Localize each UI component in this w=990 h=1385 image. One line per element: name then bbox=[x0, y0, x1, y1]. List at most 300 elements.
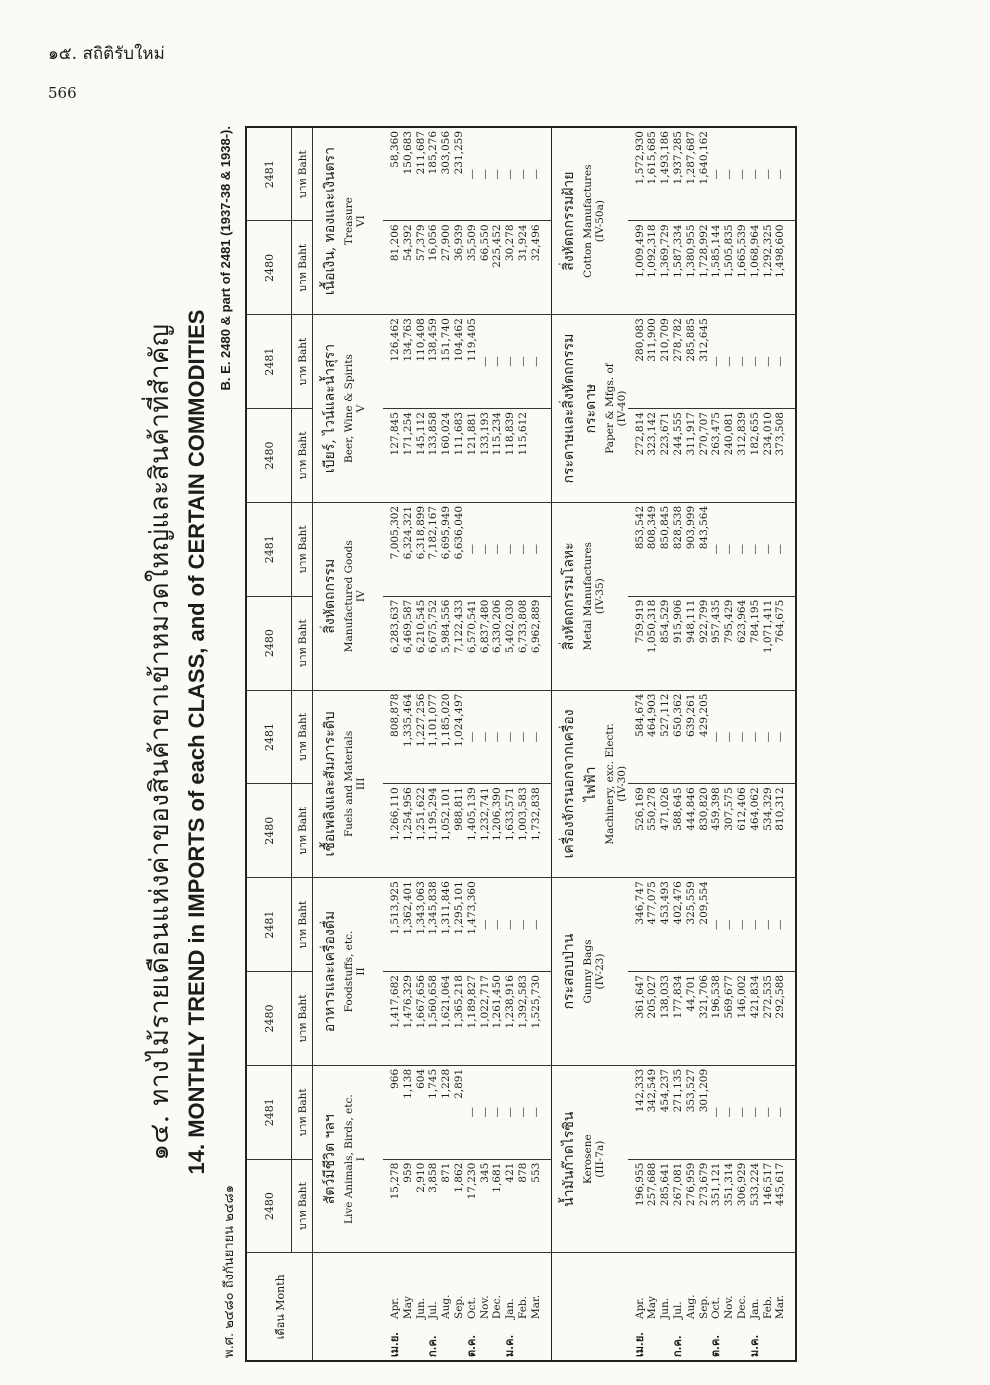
value-cell: — bbox=[478, 168, 491, 180]
value-cell: 1,621,064 bbox=[440, 975, 453, 1029]
month-name: Mar. bbox=[774, 1294, 787, 1319]
unit-label: บาท Baht bbox=[296, 1182, 309, 1230]
month-row-label bbox=[723, 1257, 736, 1358]
value-cell: 150,683 bbox=[401, 131, 414, 175]
value-cell: — bbox=[761, 168, 774, 180]
value-cell: 6,962,889 bbox=[529, 599, 542, 654]
class-name-thai: กระดาษและสิ่งหัตถกรรมกระดาษ bbox=[560, 333, 599, 484]
value-cell: 966 bbox=[389, 1068, 401, 1089]
class-code: (III-7a) bbox=[593, 1140, 606, 1178]
value-cell: 6,570,541 bbox=[465, 599, 478, 654]
year-2480-header bbox=[246, 972, 292, 1066]
value-cell: 534,329 bbox=[761, 787, 774, 831]
value-cell: 35,509 bbox=[465, 224, 478, 262]
class-header-cell bbox=[551, 878, 628, 1066]
value-cell: — bbox=[478, 1107, 491, 1118]
value-cell: 223,671 bbox=[659, 412, 672, 456]
value-cell: 6,210,545 bbox=[414, 599, 427, 654]
value-cell: 1,195,294 bbox=[427, 787, 440, 841]
value-cell: 303,056 bbox=[440, 131, 453, 175]
class-name-english: Beer, Wine & Spirits bbox=[343, 354, 355, 464]
value-cell: 1,732,838 bbox=[529, 787, 542, 841]
value-cell: 588,645 bbox=[671, 787, 684, 831]
value-cell: — bbox=[735, 919, 748, 930]
value-cell: 3,858 bbox=[427, 1162, 440, 1193]
class-name-english: Manufactured Goods bbox=[343, 540, 355, 653]
year-2481-header bbox=[246, 1065, 292, 1159]
value-cell: 1,266,110 bbox=[389, 787, 401, 841]
value-column-y2480 bbox=[383, 784, 551, 878]
value-cell: — bbox=[761, 544, 774, 555]
value-cell: 7,005,302 bbox=[389, 505, 401, 560]
class-name-thai: น้ำมันก๊าดไรซิน bbox=[560, 1111, 577, 1207]
value-cell: 151,740 bbox=[440, 318, 453, 362]
value-cell: 1,369,729 bbox=[659, 224, 672, 278]
value-cell: 828,538 bbox=[671, 505, 684, 550]
value-cell: — bbox=[478, 731, 491, 743]
value-cell: 285,885 bbox=[684, 318, 697, 362]
value-cell: 1,050,318 bbox=[646, 599, 659, 654]
value-cell: 1,238,916 bbox=[504, 975, 517, 1029]
value-cell: 111,683 bbox=[452, 412, 465, 456]
value-column-y2480 bbox=[628, 1159, 797, 1253]
value-cell: — bbox=[529, 919, 542, 930]
value-cell: 1,092,318 bbox=[646, 224, 659, 278]
year-label: 2481 bbox=[262, 722, 276, 751]
value-cell: 1,345,838 bbox=[427, 881, 440, 935]
value-cell: 1,862 bbox=[452, 1162, 465, 1193]
value-cell: 346,747 bbox=[633, 881, 646, 925]
class-name-thai: เครื่องจักรนอกจากเครื่องไฟฟ้า bbox=[560, 709, 599, 859]
year-label: 2481 bbox=[262, 347, 276, 376]
month-name: Jul. bbox=[427, 1301, 440, 1319]
class-code: (IV-50a) bbox=[593, 200, 606, 243]
value-cell: 759,919 bbox=[633, 599, 646, 644]
value-cell: — bbox=[491, 168, 504, 180]
value-cell: — bbox=[774, 356, 787, 367]
value-cell: — bbox=[516, 731, 529, 743]
value-cell: — bbox=[529, 1107, 542, 1118]
class-code: I bbox=[355, 1157, 367, 1162]
value-cell: 1,343,063 bbox=[414, 881, 427, 935]
value-cell: 1,206,390 bbox=[491, 787, 504, 841]
title-english: 14. MONTHLY TREND in IMPORTS of each CLASS, and of CERTAIN COMMODITIES bbox=[184, 309, 209, 1175]
unit-header-cell bbox=[292, 972, 313, 1066]
value-cell: — bbox=[723, 1107, 736, 1118]
class-name-thai: สิ่งหัตถกรรมฝ้าย bbox=[560, 171, 577, 271]
page-number: 566 bbox=[48, 84, 77, 102]
month-row-label bbox=[672, 1257, 685, 1358]
unit-header-cell bbox=[292, 502, 313, 596]
value-cell: 145,112 bbox=[414, 412, 427, 456]
value-cell: 1,185,020 bbox=[440, 693, 453, 747]
unit-label: บาท Baht bbox=[296, 994, 309, 1043]
class-name-thai: กระสอบป่าน bbox=[560, 933, 577, 1010]
value-cell: 6,636,040 bbox=[452, 505, 465, 560]
value-cell: 1,665,539 bbox=[735, 224, 748, 278]
month-row-label bbox=[517, 1257, 530, 1358]
value-cell: 110,408 bbox=[414, 318, 427, 362]
value-cell: 142,333 bbox=[633, 1068, 646, 1113]
class-name-english: Machinery, exc. Electr. bbox=[603, 723, 616, 845]
month-name: Oct. bbox=[465, 1296, 478, 1319]
year-2481-header bbox=[246, 315, 292, 409]
class-header-cell bbox=[551, 502, 628, 690]
unit-label: บาท Baht bbox=[296, 431, 309, 480]
class-name-english: Paper & Mfgs. of bbox=[603, 363, 616, 454]
value-cell: 464,903 bbox=[646, 693, 659, 737]
value-cell: 351,314 bbox=[723, 1162, 736, 1207]
month-row-label bbox=[736, 1257, 749, 1358]
month-name: May bbox=[646, 1296, 659, 1319]
year-2480-header bbox=[246, 596, 292, 690]
class-name-thai: สิ่งหัตถกรรม bbox=[322, 558, 338, 634]
value-cell: — bbox=[735, 731, 748, 743]
value-cell: 311,900 bbox=[646, 318, 659, 362]
value-cell: — bbox=[504, 544, 517, 555]
value-cell: 121,881 bbox=[465, 412, 478, 456]
year-label: 2480 bbox=[262, 629, 276, 658]
value-cell: — bbox=[516, 544, 529, 555]
month-row-label bbox=[646, 1257, 659, 1358]
value-cell: 1,024,497 bbox=[452, 693, 465, 747]
class-header-cell bbox=[551, 1065, 628, 1253]
value-cell: 134,763 bbox=[401, 318, 414, 362]
title-thai: ๑๔. ทางไม้รายเดือนแห่งค่าของสินค้าขาเข้าหมวดใหญ่และสินค้าที่สำคัญ bbox=[145, 323, 175, 1161]
value-cell: 853,542 bbox=[633, 505, 646, 550]
value-cell: 119,405 bbox=[465, 318, 478, 362]
unit-label: บาท Baht bbox=[296, 337, 309, 386]
month-list-cell bbox=[628, 1253, 797, 1361]
value-cell: — bbox=[748, 919, 761, 930]
value-cell: — bbox=[491, 356, 504, 367]
value-cell: — bbox=[748, 544, 761, 555]
value-cell: 612,406 bbox=[735, 787, 748, 831]
value-cell: — bbox=[710, 919, 723, 930]
value-cell: 948,111 bbox=[684, 599, 697, 644]
value-cell: 1,417,682 bbox=[389, 975, 401, 1029]
year-2481-header bbox=[246, 690, 292, 784]
value-cell: — bbox=[710, 356, 723, 367]
value-cell: 550,278 bbox=[646, 787, 659, 831]
class-header-cell bbox=[551, 127, 628, 315]
value-cell: 1,228 bbox=[440, 1068, 453, 1099]
class-code: V bbox=[355, 404, 367, 413]
value-cell: 810,312 bbox=[774, 787, 787, 831]
value-cell: 138,033 bbox=[659, 975, 672, 1019]
value-cell: 81,206 bbox=[389, 224, 401, 262]
value-cell: 345 bbox=[478, 1162, 491, 1183]
year-2480-header bbox=[246, 221, 292, 315]
value-cell: — bbox=[748, 168, 761, 180]
value-cell: 196,538 bbox=[710, 975, 723, 1019]
value-cell: 6,837,480 bbox=[478, 599, 491, 654]
month-name: Dec. bbox=[735, 1295, 748, 1319]
class-name-english: Fuels and Materials bbox=[343, 730, 355, 837]
month-row-label bbox=[685, 1257, 698, 1358]
value-cell: 6,318,899 bbox=[414, 505, 427, 560]
month-header-english: Month bbox=[273, 1274, 287, 1311]
value-cell: 171,254 bbox=[401, 412, 414, 456]
value-cell: 1,261,450 bbox=[491, 975, 504, 1029]
value-column-y2480 bbox=[383, 409, 551, 503]
value-cell: 325,559 bbox=[684, 881, 697, 925]
value-cell: 795,429 bbox=[723, 599, 736, 644]
value-cell: 160,024 bbox=[440, 412, 453, 456]
bottom_items-class-row bbox=[551, 127, 628, 1361]
value-column-y2480 bbox=[383, 221, 551, 315]
value-cell: 533,224 bbox=[748, 1162, 761, 1207]
month-name: Feb. bbox=[761, 1296, 774, 1319]
value-cell: 959 bbox=[401, 1162, 414, 1183]
value-cell: — bbox=[774, 544, 787, 555]
year-label: 2480 bbox=[262, 1004, 276, 1033]
value-cell: 32,496 bbox=[529, 224, 542, 262]
unit-label: บาท Baht bbox=[296, 713, 309, 761]
value-cell: 1,138 bbox=[401, 1068, 414, 1099]
subtitle-be-period: B. E. 2480 & part of 2481 (1937-38 & 1938-). bbox=[218, 126, 233, 391]
value-cell: 808,878 bbox=[389, 693, 401, 737]
value-cell: 267,081 bbox=[671, 1162, 684, 1207]
value-cell: 373,508 bbox=[774, 412, 787, 456]
month-name: Mar. bbox=[529, 1294, 542, 1319]
value-cell: 177,834 bbox=[671, 975, 684, 1019]
value-cell: — bbox=[516, 919, 529, 930]
value-cell: 584,674 bbox=[633, 693, 646, 737]
month-row-label bbox=[710, 1257, 723, 1358]
blank-cell bbox=[313, 1253, 384, 1361]
value-cell: — bbox=[774, 1107, 787, 1118]
value-cell: 1,071,411 bbox=[761, 599, 774, 654]
value-cell: 1,022,717 bbox=[478, 975, 491, 1029]
class-name-english: Live Animals, Birds, etc. bbox=[343, 1094, 355, 1225]
value-cell: 263,475 bbox=[710, 412, 723, 456]
month-header-thai: เดือน bbox=[273, 1314, 287, 1340]
value-cell: — bbox=[723, 731, 736, 743]
month-name: Jan. bbox=[504, 1298, 517, 1319]
value-cell: 244,555 bbox=[671, 412, 684, 456]
value-cell: — bbox=[710, 168, 723, 180]
value-cell: 1,365,218 bbox=[452, 975, 465, 1029]
value-cell: 6,324,321 bbox=[401, 505, 414, 560]
value-cell: 402,476 bbox=[671, 881, 684, 925]
value-cell: 323,142 bbox=[646, 412, 659, 456]
class-name-thai: อาหารและเครื่องดื่ม bbox=[322, 910, 338, 1033]
month-row-label bbox=[530, 1257, 543, 1358]
value-cell: 321,706 bbox=[697, 975, 710, 1019]
value-cell: — bbox=[761, 356, 774, 367]
month-row-label bbox=[402, 1257, 415, 1358]
value-cell: — bbox=[774, 168, 787, 180]
class-header-cell bbox=[313, 502, 384, 690]
rotated-table-frame bbox=[135, 122, 855, 1362]
value-cell: 7,182,167 bbox=[427, 505, 440, 560]
value-cell: — bbox=[710, 544, 723, 555]
bottom_items-values-row bbox=[628, 127, 797, 1361]
class-name-thai: สัตว์มีชีวิต ฯลฯ bbox=[322, 1114, 338, 1205]
month-name: Feb. bbox=[516, 1296, 529, 1319]
month-name: Jun. bbox=[659, 1297, 672, 1319]
class-header-cell bbox=[313, 127, 384, 315]
value-cell: 464,062 bbox=[748, 787, 761, 831]
month-name: Nov. bbox=[478, 1295, 491, 1319]
year-label: 2480 bbox=[262, 816, 276, 845]
value-cell: 471,026 bbox=[659, 787, 672, 831]
class-header-cell bbox=[313, 1065, 384, 1253]
value-cell: 292,588 bbox=[774, 975, 787, 1019]
value-cell: 1,392,583 bbox=[516, 975, 529, 1029]
value-cell: 808,349 bbox=[646, 505, 659, 550]
header-years-row bbox=[246, 127, 292, 1361]
value-cell: 30,278 bbox=[504, 224, 517, 262]
unit-header-cell bbox=[292, 784, 313, 878]
value-cell: — bbox=[504, 731, 517, 743]
unit-label: บาท Baht bbox=[296, 1088, 309, 1137]
class-code: II bbox=[355, 967, 367, 976]
value-cell: — bbox=[491, 731, 504, 743]
value-cell: 280,083 bbox=[633, 318, 646, 362]
value-cell: — bbox=[529, 168, 542, 180]
era-mark: ต.ค. bbox=[464, 1334, 478, 1357]
value-cell: 301,209 bbox=[697, 1068, 710, 1113]
class-code: IV bbox=[355, 590, 367, 603]
class-name-thai: เชื้อเพลิงและสัมภาระดิบ bbox=[322, 711, 338, 857]
value-cell: 1,476,329 bbox=[401, 975, 414, 1029]
value-cell: — bbox=[465, 168, 478, 180]
value-cell: 276,959 bbox=[684, 1162, 697, 1207]
value-cell: — bbox=[529, 544, 542, 555]
value-cell: 1,009,499 bbox=[633, 224, 646, 278]
year-label: 2481 bbox=[262, 1098, 276, 1127]
era-mark: ก.ค. bbox=[426, 1335, 440, 1357]
value-column-y2480 bbox=[383, 596, 551, 690]
value-cell: 830,820 bbox=[697, 787, 710, 831]
month-row-label bbox=[466, 1257, 479, 1358]
month-row-label bbox=[479, 1257, 492, 1358]
value-cell: 569,677 bbox=[723, 975, 736, 1019]
value-cell: 1,587,334 bbox=[671, 224, 684, 278]
value-cell: 115,234 bbox=[491, 412, 504, 456]
value-cell: — bbox=[710, 1107, 723, 1118]
year-2480-header bbox=[246, 409, 292, 503]
value-cell: — bbox=[748, 731, 761, 743]
value-column-y2481 bbox=[628, 690, 797, 784]
value-cell: 16,056 bbox=[427, 224, 440, 262]
value-cell: 1,254,956 bbox=[401, 787, 414, 841]
value-cell: 15,278 bbox=[389, 1162, 401, 1200]
value-cell: — bbox=[748, 1107, 761, 1118]
value-cell: 271,135 bbox=[671, 1068, 684, 1113]
class-code: (IV-23) bbox=[593, 953, 606, 990]
value-column-y2481 bbox=[628, 502, 797, 596]
unit-header-cell bbox=[292, 221, 313, 315]
value-cell: 138,459 bbox=[427, 318, 440, 362]
value-cell: 118,839 bbox=[504, 412, 517, 456]
value-cell: 459,398 bbox=[710, 787, 723, 831]
unit-label: บาท Baht bbox=[296, 619, 309, 668]
unit-header-cell bbox=[292, 315, 313, 409]
year-label: 2481 bbox=[262, 535, 276, 564]
value-column-y2480 bbox=[628, 784, 797, 878]
blank-cell bbox=[551, 1253, 628, 1361]
class-code: (IV-30) bbox=[615, 765, 628, 802]
unit-header-cell bbox=[292, 1159, 313, 1253]
year-2480-header bbox=[246, 1159, 292, 1253]
class-name-english: Metal Manufactures bbox=[581, 542, 594, 651]
value-cell: 1,633,571 bbox=[504, 787, 517, 841]
month-header-cell bbox=[246, 1253, 313, 1361]
value-cell: 1,101,077 bbox=[427, 693, 440, 747]
value-cell: 1,505,835 bbox=[723, 224, 736, 278]
value-cell: 57,379 bbox=[414, 224, 427, 262]
value-column-y2481 bbox=[383, 878, 551, 972]
value-cell: 764,675 bbox=[774, 599, 787, 644]
value-cell: 185,276 bbox=[427, 131, 440, 175]
unit-header-cell bbox=[292, 690, 313, 784]
value-cell: — bbox=[748, 356, 761, 367]
value-cell: 1,513,925 bbox=[389, 881, 401, 935]
value-cell: — bbox=[478, 356, 491, 367]
month-row-label bbox=[749, 1257, 762, 1358]
value-cell: 1,287,687 bbox=[684, 131, 697, 185]
value-cell: 272,814 bbox=[633, 412, 646, 456]
era-mark: เม.ย. bbox=[632, 1331, 646, 1357]
value-cell: 1,728,992 bbox=[697, 224, 710, 278]
value-cell: 17,230 bbox=[465, 1162, 478, 1200]
unit-label: บาท Baht bbox=[296, 243, 309, 292]
value-cell: 871 bbox=[440, 1162, 453, 1183]
unit-label: บาท Baht bbox=[296, 525, 309, 574]
page-header: ๑๕. สถิติรับใหม่ bbox=[48, 44, 165, 64]
value-cell: 650,362 bbox=[671, 693, 684, 737]
value-cell: 1,068,964 bbox=[748, 224, 761, 278]
month-row-label bbox=[762, 1257, 775, 1358]
value-cell: 1,681 bbox=[491, 1162, 504, 1193]
class-name-english: Gunny Bags bbox=[581, 939, 594, 1004]
value-cell: — bbox=[735, 168, 748, 180]
value-column-y2480 bbox=[628, 221, 797, 315]
value-column-y2481 bbox=[383, 315, 551, 409]
value-cell: — bbox=[465, 544, 478, 555]
value-cell: 31,924 bbox=[516, 224, 529, 262]
value-cell: 1,615,685 bbox=[646, 131, 659, 185]
value-column-y2481 bbox=[628, 127, 797, 221]
month-name: Apr. bbox=[633, 1297, 646, 1319]
era-mark: เม.ย. bbox=[388, 1331, 401, 1357]
value-cell: 1,052,101 bbox=[440, 787, 453, 841]
class-name-thai: เบียร์, ไวน์และน้ำสุรา bbox=[322, 343, 338, 474]
value-column-y2481 bbox=[383, 502, 551, 596]
value-column-y2480 bbox=[628, 409, 797, 503]
top_classes-values-row bbox=[383, 127, 551, 1361]
class-header-cell bbox=[551, 315, 628, 503]
value-column-y2481 bbox=[383, 127, 551, 221]
value-cell: — bbox=[761, 1107, 774, 1118]
value-cell: 361,647 bbox=[633, 975, 646, 1019]
value-cell: 903,999 bbox=[684, 505, 697, 550]
value-cell: — bbox=[723, 356, 736, 367]
value-cell: 2,891 bbox=[452, 1068, 465, 1099]
value-cell: 957,435 bbox=[710, 599, 723, 644]
value-cell: — bbox=[516, 168, 529, 180]
value-cell: 1,937,285 bbox=[671, 131, 684, 185]
value-cell: 285,641 bbox=[659, 1162, 672, 1207]
value-cell: 453,493 bbox=[659, 881, 672, 925]
value-cell: 1,525,730 bbox=[529, 975, 542, 1029]
value-cell: 6,330,206 bbox=[491, 599, 504, 654]
month-name: Jun. bbox=[414, 1297, 427, 1319]
value-column-y2481 bbox=[628, 315, 797, 409]
